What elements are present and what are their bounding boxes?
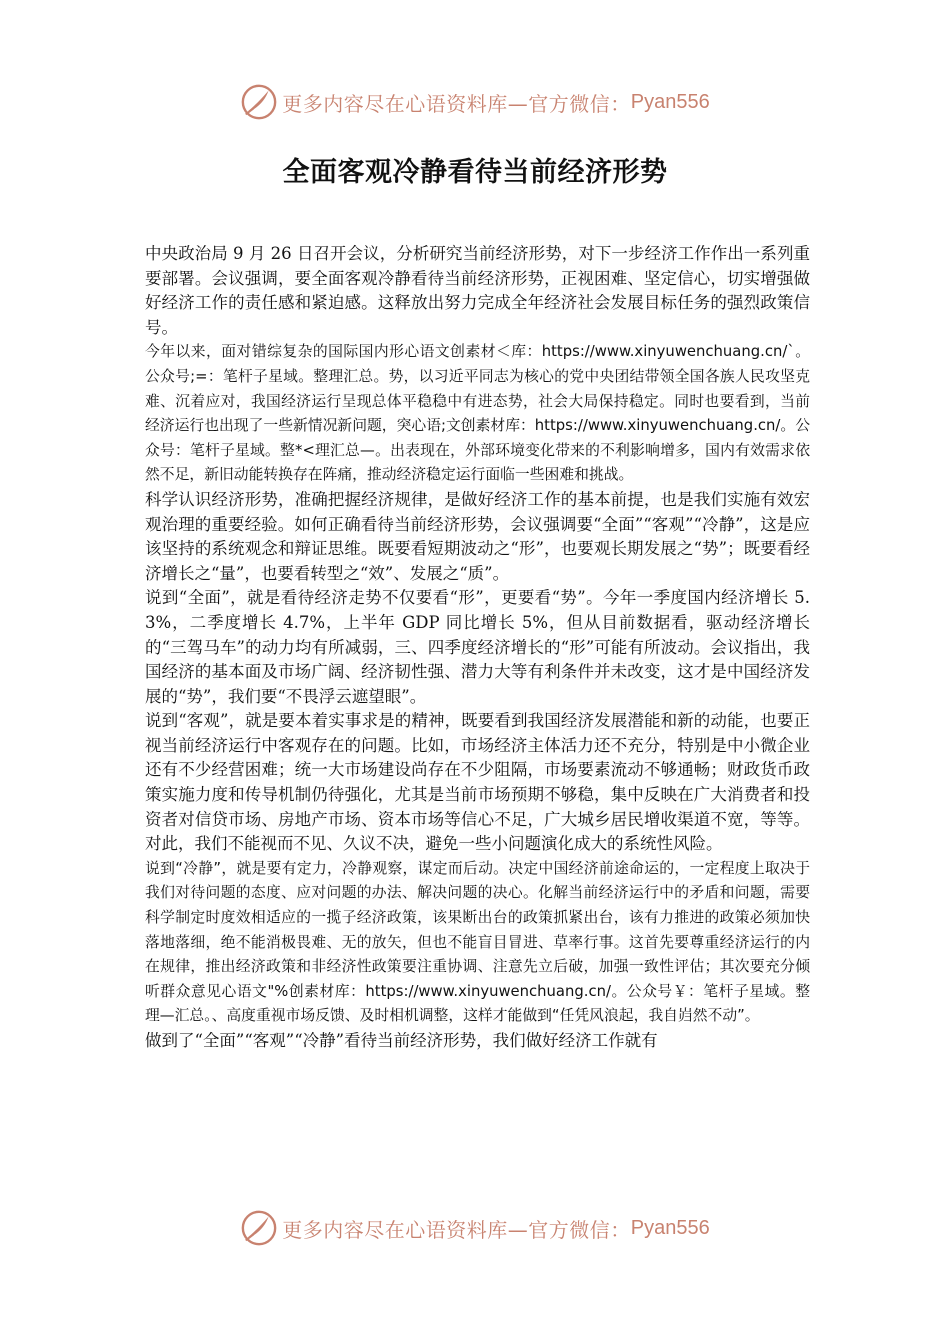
paragraph-2: 今年以来，面对错综复杂的国际国内形心语文创素材＜库：https://www.xinyuwenchuang.cn/`。公众号;=：笔杆子星域。整理汇总。势，以习近平同志为核心的党中央团结带领全国各族人民攻坚克难、沉着应对，我国经济运行呈现总体平稳稳中有进态势，社会大局保持稳定。同时也要看到，当前经济运行也出现了一些新情况新问题，突心语;文创素材库：https://www.xinyuwenchuang.cn/。公众号：笔杆子星域。整*<理汇总—。出表现在，外部环境变化带来的不利影响增多，国内有效需求依然不足，新旧动能转换存在阵痛，推动经济稳定运行面临一些困难和挑战。 — [145, 343, 810, 484]
quill-logo-icon — [240, 83, 278, 121]
header-watermark — [0, 82, 950, 122]
watermark-text: 更多内容尽在心语资料库—官方微信： — [282, 91, 631, 116]
page-title: 全面客观冷静看待当前经济形势 — [282, 157, 668, 188]
paragraph-4: 说到“全面”，就是看待经济走势不仅要看“形”，更要看“势”。今年一季度国内经济增长 5.3%，二季度增长 4.7%，上半年 GDP 同比增长 5%，但从目前数据看，驱动经济增长的“三驾马车”的动力均有所减弱，三、四季度经济增长的“形”可能有所波动。会议指出，我国经济的基本面及市场广阔、经济韧性强、潜力大等有利条件并未改变，这才是中国经济发展的“势”，我们要“不畏浮云遮望眼”。 — [145, 588, 810, 706]
article-body — [145, 242, 810, 1054]
footer-watermark — [0, 1208, 950, 1248]
paragraph-6: 说到“冷静”，就是要有定力，冷静观察，谋定而后动。决定中国经济前途命运的，一定程度上取决于我们对待问题的态度、应对问题的办法、解决问题的决心。化解当前经济运行中的矛盾和问题，需要科学制定时度效相适应的一揽子经济政策，该果断出台的政策抓紧出台，该有力推进的政策必须加快落地落细，绝不能消极畏难、无的放矢，但也不能盲目冒进、草率行事。这首先要尊重经济运行的内在规律，推出经济政策和非经济性政策要注重协调、注意先立后破，加强一致性评估；其次要充分倾听群众意见心语文"%创素材库：https://www.xinyuwenchuang.cn/。公众号￥：笔杆子星域。整理—汇总。、高度重视市场反馈、及时相机调整，这样才能做到“任凭风浪起，我自岿然不动”。 — [145, 859, 810, 1025]
paragraph-5: 说到“客观”，就是要本着实事求是的精神，既要看到我国经济发展潜能和新的动能，也要正视当前经济运行中客观存在的问题。比如，市场经济主体活力还不充分，特别是中小微企业还有不少经营困难；统一大市场建设尚存在不少阻隔，市场要素流动不够通畅；财政货币政策实施力度和传导机制仍待强化，尤其是当前市场预期不够稳，集中反映在广大消费者和投资者对信贷市场、房地产市场、资本市场等信心不足，广大城乡居民增收渠道不宽，等等。对此，我们不能视而不见、久议不决，避免一些小问题演化成大的系统性风险。 — [145, 711, 810, 854]
watermark-id: Pyan556 — [630, 90, 710, 113]
watermark-text: 更多内容尽在心语资料库—官方微信： — [282, 1217, 631, 1242]
paragraph-7: 做到了“全面”“客观”“冷静”看待当前经济形势，我们做好经济工作就有 — [145, 1031, 658, 1050]
paragraph-1: 中央政治局 9 月 26 日召开会议，分析研究当前经济形势，对下一步经济工作作出一系列重要部署。会议强调，要全面客观冷静看待当前经济形势，正视困难、坚定信心，切实增强做好经济工作的责任感和紧迫感。这释放出努力完成全年经济社会发展目标任务的强烈政策信号。 — [145, 244, 810, 337]
watermark-id: Pyan556 — [630, 1216, 710, 1239]
paragraph-3: 科学认识经济形势，准确把握经济规律，是做好经济工作的基本前提，也是我们实施有效宏观治理的重要经验。如何正确看待当前经济形势，会议强调要“全面”“客观”“冷静”，这是应该坚持的系统观念和辩证思维。既要看短期波动之“形”，也要观长期发展之“势”；既要看经济增长之“量”，也要看转型之“效”、发展之“质”。 — [145, 489, 810, 583]
quill-logo-icon — [240, 1209, 278, 1247]
